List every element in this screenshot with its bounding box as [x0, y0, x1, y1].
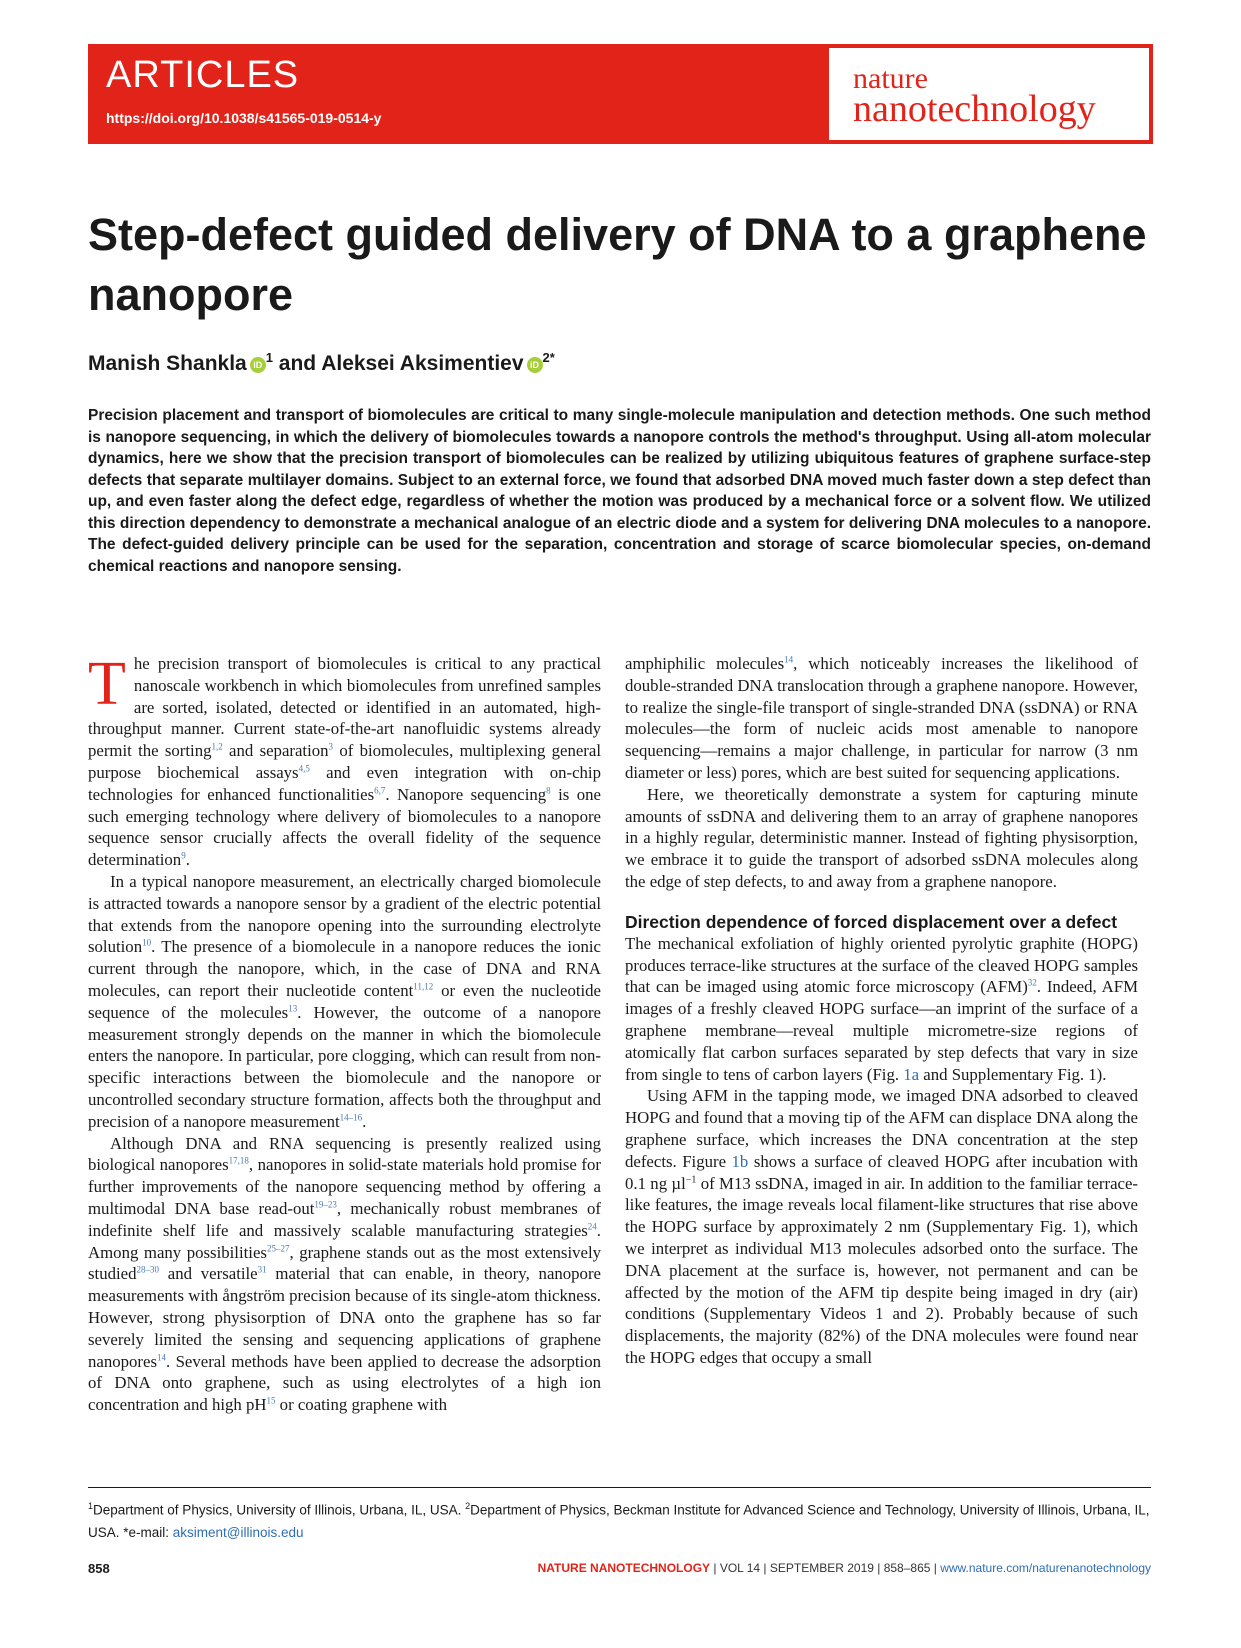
paragraph-group [625, 653, 1138, 893]
figure-link[interactable]: 1b [731, 1151, 749, 1171]
email-link[interactable]: aksiment@illinois.edu [172, 1524, 304, 1540]
citation-ref[interactable]: 6,7 [374, 785, 386, 796]
body-text: . Nanopore sequencing [385, 784, 547, 804]
body-text: and Supplementary Fig. 1). [919, 1064, 1107, 1084]
article-title: Step-defect guided delivery of DNA to a graphene nanopore [88, 209, 1147, 320]
citation-ref[interactable]: 8 [546, 785, 551, 796]
body-text: . [185, 850, 190, 870]
body-text: . [362, 1111, 367, 1131]
citation-ref[interactable]: 10 [142, 937, 152, 948]
citation-ref[interactable]: 28–30 [136, 1264, 159, 1275]
body-text: Although DNA and RNA sequencing is presently realized using biological nanopores [88, 1133, 601, 1175]
affiliation-mark: 2 [465, 1501, 471, 1511]
body-text: shows a surface of cleaved HOPG after incubation with 0.1 ng µl [625, 1151, 1138, 1193]
citation-ref[interactable]: 1,2 [211, 741, 223, 752]
citation-ref[interactable]: 17,18 [228, 1155, 249, 1166]
author-list [88, 350, 555, 376]
body-text: and versatile [158, 1264, 258, 1284]
body-paragraph [88, 650, 602, 871]
body-text: In a typical nanopore measurement, an electrically charged biomolecule is attracted towards a nanopore sensor by a gradient of the electric potential that extends from the nanopore opening into the surrounding electrolyte solution [88, 871, 601, 957]
page-footer [538, 1561, 1151, 1575]
paragraph-group [88, 650, 602, 1416]
body-text: . The presence of a biomolecule in a nanopore reduces the ionic current through the nanopore, which, in the case of DNA and RNA molecules, can report their nucleotide content [88, 937, 601, 1000]
orcid-icon[interactable]: iD [527, 357, 543, 373]
body-text: material that can enable, in theory, nanopore measurements with ångström precision because of its single-atom thickness. However, strong physisorption of DNA onto the graphene has so far severely limited the sensing and sequencing applications of graphene nanopores [88, 1264, 601, 1371]
body-text: . Several methods have been applied to decrease the adsorption of DNA onto graphene, such as using electrolytes of a high ion concentration and high pH [88, 1351, 601, 1415]
citation-ref[interactable]: 4,5 [298, 763, 310, 774]
citation-ref[interactable]: 25–27 [266, 1242, 290, 1253]
footer-journal: NATURE NANOTECHNOLOGY [537, 1561, 711, 1575]
body-text: and even integration with on-chip technologies for enhanced functionalities [88, 762, 601, 804]
body-text: , which noticeably increases the likelihood of double-stranded DNA translocation through a graphene nanopore. However, to realize the single-file transport of single-stranded DNA (ssDNA) or RNA molecules—the form of nucleic acids most amenable to nanopore sequencing—remains a major challenge, in particular for narrow (3 nm diameter or less) pores, which are best suited for sequencing applications. [625, 654, 1138, 782]
article-banner [88, 44, 1153, 144]
logo-line-2: nanotechnology [853, 88, 1096, 130]
body-paragraph [625, 784, 1138, 893]
affiliation-text: Department of Physics, Beckman Institute for Advanced Science and Technology, University of Illinois, Urbana, IL, USA. *e-mail: [88, 1502, 1150, 1540]
body-paragraph [625, 653, 1138, 784]
logo-line-1: nature [853, 62, 928, 95]
body-paragraph [625, 933, 1138, 1086]
citation-ref[interactable]: 14 [156, 1351, 166, 1362]
affiliation-mark: 2* [542, 350, 555, 365]
abstract: Precision placement and transport of biomolecules are critical to many single-molecule manipulation and detection methods. One such method is nanopore sequencing, in which the delivery of biomolecules towards a nanopore controls the method's throughput. Using all-atom molecular dynamics, here we show that the precision transport of biomolecules can be realized by utilizing ubiquitous features of graphene surface-step defects that separate multilayer domains. Subject to an external force, we found that adsorbed DNA moved much faster down a step defect than up, and even faster along the defect edge, regardless of whether the motion was produced by a mechanical force or a solvent flow. We utilized this direction dependency to demonstrate a mechanical analogue of an electric diode and a system for delivering DNA molecules to a nanopore. The defect-guided delivery principle can be used for the separation, concentration and storage of scarce biomolecular species, on-demand chemical reactions and nanopore sensing. [88, 407, 1151, 575]
superscript: −1 [685, 1173, 697, 1185]
citation-ref[interactable]: 13 [288, 1003, 298, 1014]
citation-ref[interactable]: 32 [1027, 977, 1037, 988]
body-text: Here, we theoretically demonstrate a system for capturing minute amounts of ssDNA and delivering them to an array of graphene nanopores in a highly regular, deterministic manner. Instead of fighting physisorption, we embrace it to guide the transport of adsorbed ssDNA molecules along the edge of step defects, to and away from a graphene nanopore. [625, 784, 1138, 891]
citation-ref[interactable]: 14–16 [339, 1112, 363, 1123]
footnote-divider [88, 1487, 1151, 1488]
citation-ref[interactable]: 14 [784, 654, 794, 665]
body-text: or even the nucleotide sequence of the molecules [88, 980, 601, 1022]
body-paragraph [88, 871, 601, 1133]
body-column-right [625, 653, 1138, 1369]
author-name: Aleksei Aksimentiev [321, 352, 524, 375]
body-text: . Indeed, AFM images of a freshly cleaved HOPG surface—an imprint of the surface of a graphene membrane—reveal multiple micrometre-size regions of atomically flat carbon surfaces separated by step defects that vary in size from single to tens of carbon layers (Fig. [625, 977, 1138, 1084]
body-text: of biomolecules, multiplexing general purpose biochemical assays [88, 741, 602, 782]
page-number: 858 [88, 1561, 110, 1576]
affiliation-text: Department of Physics, University of Illinois, Urbana, IL, USA. [93, 1502, 466, 1518]
citation-ref[interactable]: 3 [328, 741, 334, 752]
body-column-left [88, 650, 602, 1416]
body-text: . However, the outcome of a nanopore measurement strongly depends on the manner in which the biomolecule enters the nanopore. In particular, pore clogging, which can result from non-specific interactions between the biomolecule and the nanopore or uncontrolled secondary structure formation, affects both the throughput and precision of a nanopore measurement [88, 1002, 601, 1131]
citation-ref[interactable]: 15 [266, 1395, 276, 1406]
citation-ref[interactable]: 24 [587, 1221, 597, 1232]
paragraph-group [625, 933, 1138, 1369]
footer-info: | VOL 14 | SEPTEMBER 2019 | 858–865 | [710, 1561, 941, 1575]
affiliation-mark: 1 [88, 1501, 94, 1511]
citation-ref[interactable]: 19–23 [314, 1199, 337, 1210]
journal-logo [829, 48, 1149, 140]
doi-link[interactable]: https://doi.org/10.1038/s41565-019-0514-y [106, 110, 382, 126]
body-text: Using AFM in the tapping mode, we imaged DNA adsorbed to cleaved HOPG and found that a moving tip of the AFM can displace DNA along the graphene surface, which increases the DNA concentration at the step defects. Figure [625, 1086, 1138, 1171]
section-heading: Direction dependence of forced displacement over a defect [625, 911, 1118, 932]
body-text: , mechanically robust membranes of indefinite shelf life and massively scalable manufacturing strategies [88, 1198, 601, 1240]
orcid-icon[interactable]: iD [250, 357, 266, 373]
figure-link[interactable]: 1a [903, 1064, 920, 1084]
citation-ref[interactable]: 11,12 [413, 981, 434, 992]
affiliation-mark: 1 [265, 350, 273, 365]
affiliations [88, 1495, 1151, 1544]
body-text: and separation [222, 741, 329, 761]
body-text: The mechanical exfoliation of highly oriented pyrolytic graphite (HOPG) produces terrace-like structures at the surface of the cleaved HOPG samples that can be imaged using atomic force microscopy (AFM) [625, 933, 1138, 997]
body-text: is one such emerging technology where delivery of biomolecules to a nanopore sequence sensor crucially affects the overall fidelity of the sequence determination [88, 784, 601, 870]
drop-cap: T [88, 650, 126, 718]
body-text: amphiphilic molecules [625, 654, 785, 673]
citation-ref[interactable]: 31 [257, 1264, 267, 1275]
author-name: Manish Shankla [88, 352, 247, 375]
body-paragraph [88, 1133, 601, 1416]
body-text: he precision transport of biomolecules is critical to any practical nanoscale workbench in which biomolecules from unrefined samples are sorted, isolated, detected or identified in an automated, high-throughput manner. Current state-of-the-art nanofluidic systems already permit the sorting [88, 654, 601, 761]
body-text: , nanopores in solid-state materials hold promise for further improvements of the nanopore sequencing method by offering a multimodal DNA base read-out [88, 1155, 601, 1218]
body-paragraph [625, 1085, 1138, 1368]
body-text: or coating graphene with [275, 1395, 447, 1415]
body-text: . Among many possibilities [88, 1220, 601, 1262]
section-label: ARTICLES [106, 54, 300, 96]
citation-ref[interactable]: 9 [181, 850, 186, 861]
body-text: , graphene stands out as the most extensively studied [88, 1242, 601, 1284]
body-text: of M13 ssDNA, imaged in air. In addition to the familiar terrace-like features, the image reveals local filament-like structures that rise above the HOPG surface by approximately 2 nm (Supplementary Fig. 1), which we interpret as individual M13 molecules adsorbed onto the surface. The DNA placement at the surface is, however, not permanent and can be affected by the motion of the AFM tip despite being imaged in dry (air) conditions (Supplementary Videos 1 and 2). Probably because of such displacements, the majority (82%) of the DNA molecules were found near the HOPG edges that occupy a small [625, 1173, 1138, 1367]
footer-url[interactable]: www.nature.com/naturenanotechnology [940, 1561, 1151, 1575]
author-separator: and [278, 352, 317, 375]
